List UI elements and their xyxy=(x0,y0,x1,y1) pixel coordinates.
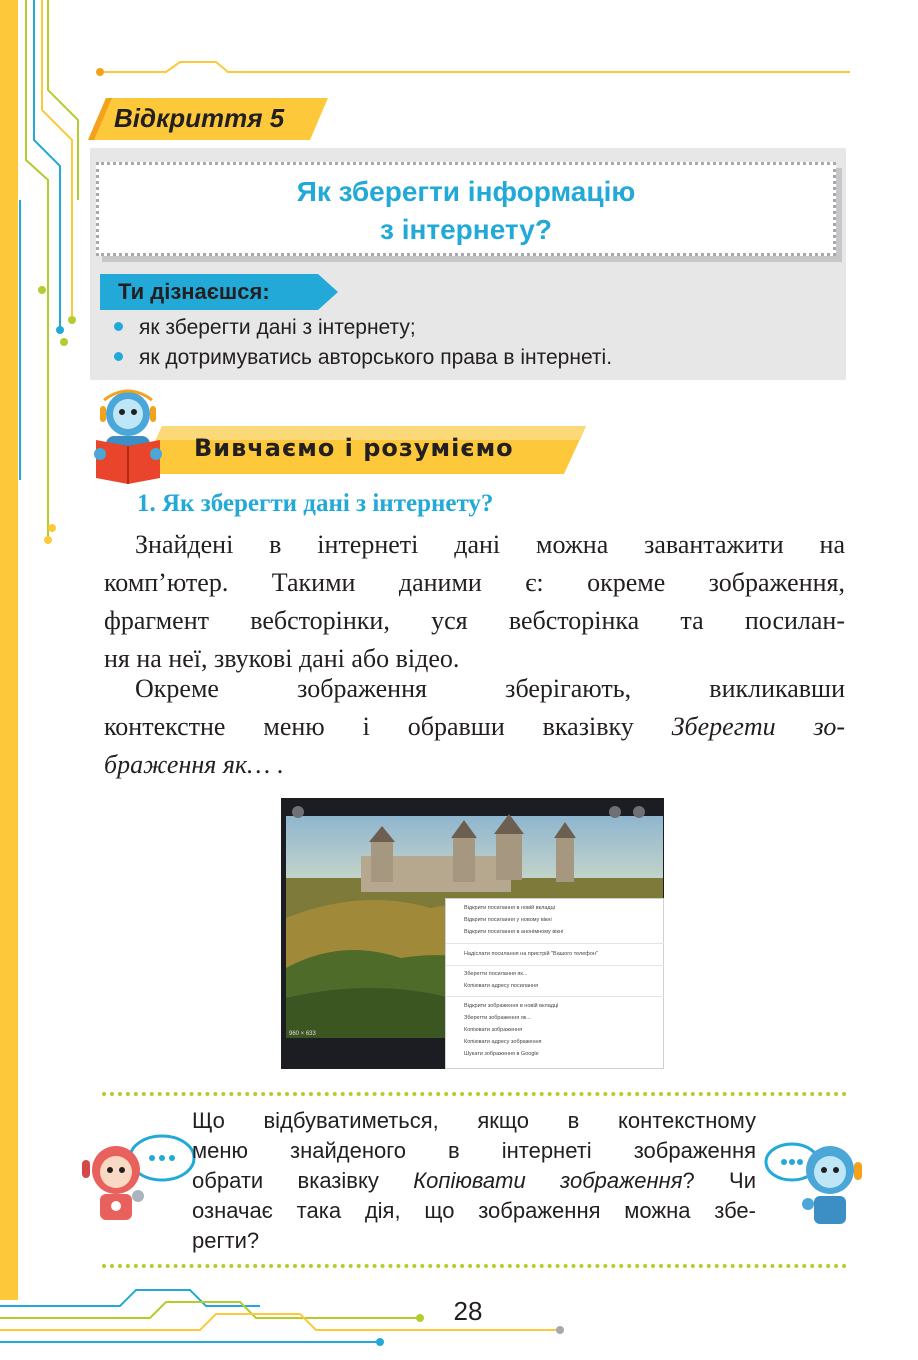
discussion-question xyxy=(192,1106,756,1256)
question-line: меню знайденого в інтернеті зображення xyxy=(192,1138,756,1163)
menu-item[interactable]: Копіювати адресу зображення xyxy=(464,1039,542,1045)
menu-item[interactable]: Надіслати посилання на пристрій "Вашого телефон" xyxy=(464,951,598,957)
dotted-divider xyxy=(102,1092,847,1096)
learning-goal-text: як зберегти дані з інтернету; xyxy=(139,316,416,339)
question-text: обрати вказівку xyxy=(192,1168,414,1193)
menu-separator xyxy=(446,965,664,966)
menu-item[interactable]: Відкрити посилання в анонімному вікні xyxy=(464,929,564,935)
menu-item[interactable]: Шукати зображення в Google xyxy=(464,1051,539,1057)
paragraph-line xyxy=(104,746,845,784)
command-name-italic: браження як… xyxy=(104,750,271,779)
learn-tag xyxy=(100,274,340,310)
learning-goal-item xyxy=(114,316,416,340)
menu-item[interactable]: Зберегти посилання як... xyxy=(464,971,528,977)
study-banner xyxy=(140,426,586,474)
pink-robot-thinking-illustration xyxy=(76,1130,196,1222)
section-heading: 1. Як зберегти дані з інтернету? xyxy=(137,490,494,517)
page-edge-band xyxy=(0,0,18,1300)
page-number: 28 xyxy=(453,1296,483,1326)
image-size-label: 960 × 633 xyxy=(289,1031,316,1037)
menu-item[interactable]: Зберегти зображення як... xyxy=(464,1015,531,1021)
menu-item[interactable]: Відкрити зображення в новій вкладці xyxy=(464,1003,559,1009)
menu-item[interactable]: Відкрити посилання у новому вікні xyxy=(464,917,552,923)
paragraph-line: ня на неї, звукові дані або відео. xyxy=(104,644,460,673)
blue-robot-thinking-illustration xyxy=(764,1134,868,1230)
paragraph-line: Окреме зображення зберігають, викликавши xyxy=(135,674,845,703)
command-name-italic: Зберегти зо- xyxy=(671,712,845,741)
menu-separator xyxy=(446,996,664,997)
paragraph-line: комп’ютер. Такими даними є: окреме зображення, xyxy=(104,568,845,597)
menu-separator xyxy=(446,943,664,944)
lesson-title-box xyxy=(96,162,836,256)
learning-goal-text: як дотримуватись авторського права в інтернеті. xyxy=(139,346,613,369)
paragraph-data-types xyxy=(104,526,845,678)
question-line: означає така дія, що зображення можна збе- xyxy=(192,1198,756,1223)
lesson-title xyxy=(99,173,833,249)
paragraph-text: . xyxy=(270,750,284,779)
menu-item[interactable]: Копіювати зображення xyxy=(464,1027,523,1033)
section-tag-label: Відкриття 5 xyxy=(114,103,285,133)
command-name-italic: Копіювати зображення xyxy=(413,1168,683,1193)
question-text: ? Чи xyxy=(682,1168,756,1193)
robot-reading-book-illustration xyxy=(88,388,168,484)
circuit-decoration-left xyxy=(18,0,88,560)
section-tag xyxy=(88,98,328,140)
paragraph-line xyxy=(104,708,845,746)
browser-image-screenshot xyxy=(281,798,664,1069)
bullet-dot xyxy=(114,352,123,361)
question-line: регти? xyxy=(192,1228,260,1253)
context-menu xyxy=(445,898,664,1069)
paragraph-line: фрагмент вебсторінки, уся вебсторінка та посилан- xyxy=(104,606,845,635)
lesson-title-line-2: з інтернету? xyxy=(380,214,552,245)
study-banner-label: Вивчаємо і розуміємо xyxy=(194,434,514,462)
menu-item[interactable]: Копіювати адресу посилання xyxy=(464,983,539,989)
bullet-dot xyxy=(114,322,123,331)
paragraph-line: Знайдені в інтернеті дані можна завантажити на xyxy=(135,530,845,559)
paragraph-save-image xyxy=(104,670,845,784)
learning-goal-item xyxy=(114,346,612,370)
paragraph-text: контекстне меню і обравши вказівку xyxy=(104,712,672,741)
circuit-decoration-top xyxy=(96,56,856,80)
learn-tag-label: Ти дізнаєшся: xyxy=(118,279,270,304)
question-line: Що відбуватиметься, якщо в контекстному xyxy=(192,1108,756,1133)
lesson-title-line-1: Як зберегти інформацію xyxy=(296,176,636,207)
question-line xyxy=(192,1166,756,1196)
dotted-divider xyxy=(102,1264,847,1268)
menu-item[interactable]: Відкрити посилання в новій вкладці xyxy=(464,905,555,911)
